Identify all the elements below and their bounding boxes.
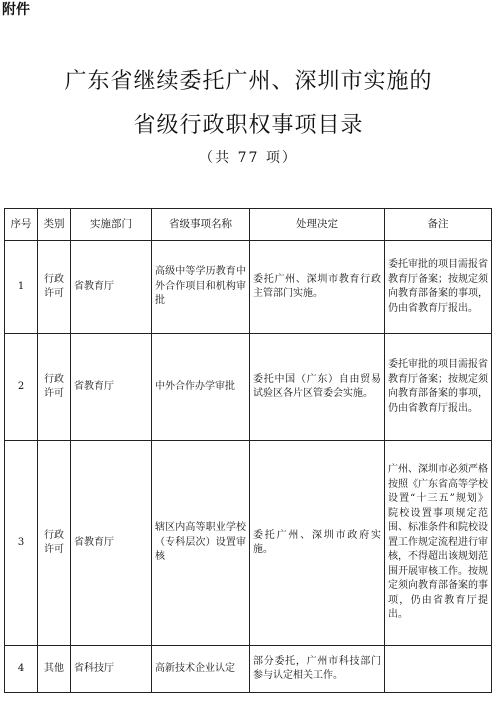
- table-row: [5, 441, 492, 646]
- row-decision: 部分委托，广州市科技部门参与认定相关工作。: [250, 646, 385, 693]
- row-remark: [385, 646, 492, 693]
- table-header-row: [5, 209, 492, 241]
- row-decision: 委托广州、深圳市教育行政主管部门实施。: [250, 241, 385, 334]
- table-row: [5, 646, 492, 693]
- table-row: [5, 241, 492, 334]
- row-item-name: 中外合作办学审批: [152, 334, 250, 441]
- header-remark: 备注: [385, 209, 492, 241]
- authority-table: [4, 208, 492, 693]
- row-department: 省教育厅: [71, 241, 152, 334]
- item-count: （共 77 项）: [199, 150, 298, 166]
- page-title-line-2: 省级行政职权事项目录: [133, 113, 364, 138]
- row-remark: 委托审批的项目需报省教育厅备案；按规定须向教育部备案的事项，仍由省教育厅报出。: [385, 241, 492, 334]
- row-no: 1: [5, 241, 38, 334]
- row-no: 3: [5, 441, 38, 646]
- row-category: 行政许可: [38, 441, 71, 646]
- row-no: 2: [5, 334, 38, 441]
- row-item-name: 高新技术企业认定: [152, 646, 250, 693]
- header-decision: 处理决定: [250, 209, 385, 241]
- attachment-label: 附件: [2, 2, 30, 18]
- row-department: 省科技厅: [71, 646, 152, 693]
- page-title-line-1: 广东省继续委托广州、深圳市实施的: [64, 69, 433, 94]
- row-decision: 委托广州、深圳市政府实施。: [250, 441, 385, 646]
- row-category: 行政许可: [38, 241, 71, 334]
- table-row: [5, 334, 492, 441]
- row-remark: 广州、深圳市必须严格按照《广东省高等学校设置“十三五”规划》院校设置事项规定范围、标准条件和院校设置工作规定流程进行审核，不得超出该规划范围开展审核工作。按规定须向教育部备案的事项，仍由省教育厅提出。: [385, 441, 492, 646]
- row-department: 省教育厅: [71, 334, 152, 441]
- header-no: 序号: [5, 209, 38, 241]
- row-category: 行政许可: [38, 334, 71, 441]
- row-item-name: 辖区内高等职业学校（专科层次）设置审核: [152, 441, 250, 646]
- row-no: 4: [5, 646, 38, 693]
- header-category: 类别: [38, 209, 71, 241]
- header-department: 实施部门: [71, 209, 152, 241]
- header-item-name: 省级事项名称: [152, 209, 250, 241]
- row-department: 省教育厅: [71, 441, 152, 646]
- row-category: 其他: [38, 646, 71, 693]
- row-remark: 委托审批的项目需报省教育厅备案；按规定须向教育部备案的事项，仍由省教育厅报出。: [385, 334, 492, 441]
- row-item-name: 高级中等学历教育中外合作项目和机构审批: [152, 241, 250, 334]
- row-decision: 委托中国（广东）自由贸易试验区各片区管委会实施。: [250, 334, 385, 441]
